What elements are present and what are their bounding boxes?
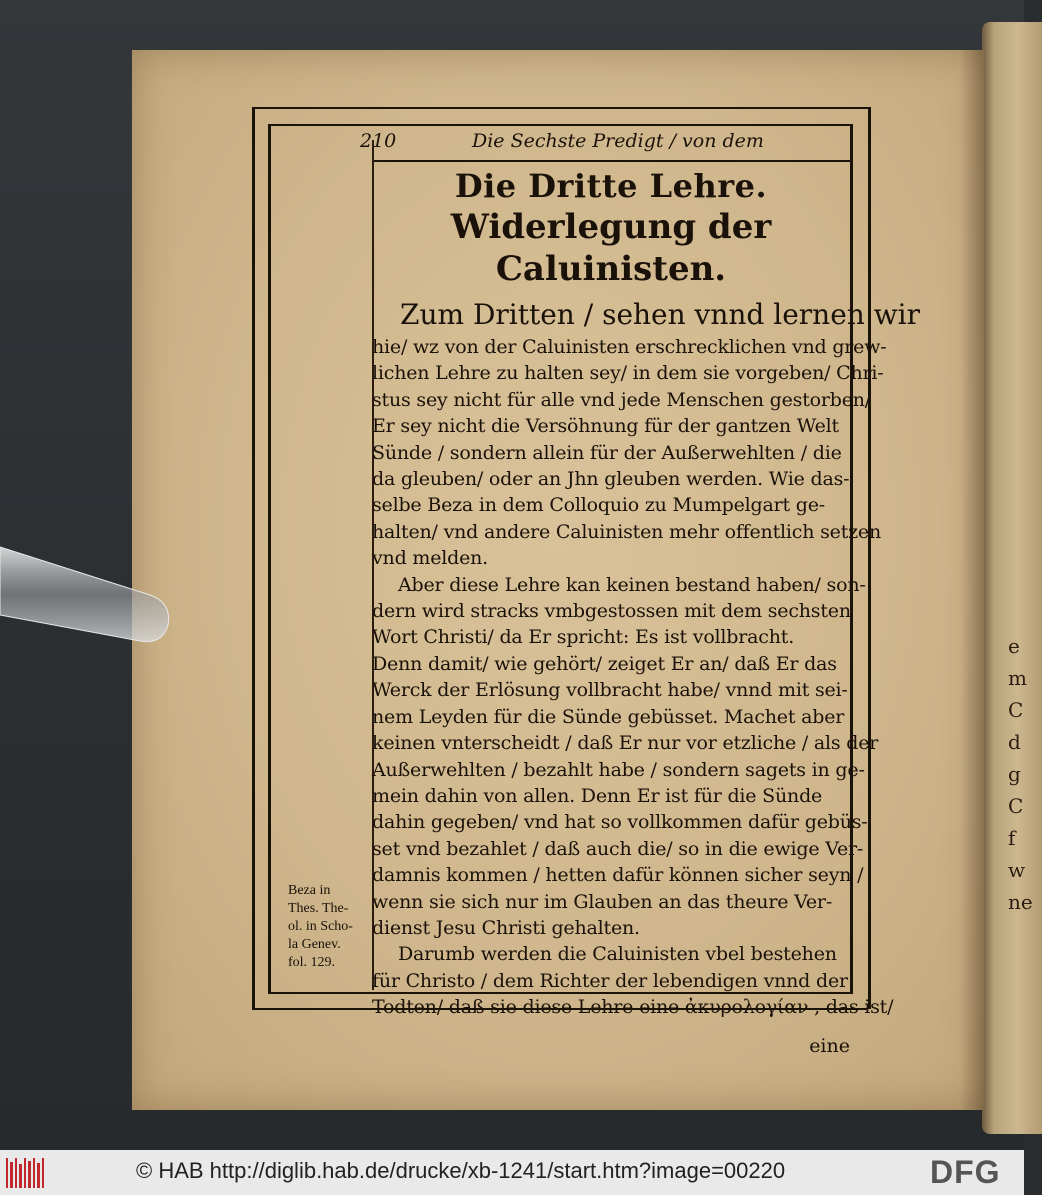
text-line: selbe Beza in dem Colloquio zu Mumpelgart ge- — [372, 494, 825, 517]
text-line: dienst Jesu Christi gehalten. — [372, 916, 640, 939]
facing-letter: m — [1008, 666, 1027, 690]
margin-note-line: ol. in Scho- — [288, 919, 353, 934]
text-line: dahin gegeben/ vnd hat so vollkommen dafür gebüs- — [372, 811, 868, 834]
section-heading: Die Dritte Lehre. — [454, 167, 768, 205]
running-header — [360, 130, 780, 158]
text-line: lichen Lehre zu halten sey/ in dem sie vorgeben/ Chri- — [372, 362, 884, 385]
facing-letter: C — [1008, 794, 1024, 818]
facing-letter: d — [1008, 730, 1021, 754]
margin-note-line: Thes. The- — [288, 901, 349, 916]
facing-letter: C — [1008, 698, 1024, 722]
header-rule — [372, 160, 850, 162]
margin-note-line: Beza in — [288, 883, 331, 898]
text-line: mein dahin von allen. Denn Er ist für die Sünde — [372, 784, 823, 807]
dfg-logo: DFG — [930, 1154, 1001, 1190]
text-line: Wort Christi/ da Er spricht: Es ist vollbracht. — [372, 626, 795, 649]
text-line: Aber diese Lehre kan keinen bestand haben/ son- — [398, 573, 866, 596]
text-line: Werck der Erlösung vollbracht habe/ vnnd mit sei- — [372, 679, 848, 702]
facing-letter: g — [1008, 762, 1021, 786]
page-number: 210 — [360, 130, 397, 152]
text-line: stus sey nicht für alle vnd jede Menschen gestorben/ — [372, 388, 872, 411]
footer-bar — [0, 1150, 1024, 1195]
margin-note — [288, 882, 372, 972]
page-frame-inner-left — [268, 124, 271, 994]
text-line: Außerwehlten / bezahlt habe / sondern sagets in ge- — [372, 758, 865, 781]
facing-letter: w — [1008, 858, 1026, 882]
section-subheading: Widerlegung der Caluinisten. — [450, 207, 772, 289]
text-line: hie/ wz von der Caluinisten erschrecklichen vnd grew- — [372, 336, 887, 358]
facing-letter: e — [1008, 634, 1020, 658]
facing-page-edge — [982, 22, 1042, 1134]
catchword: eine — [809, 1034, 850, 1057]
text-line: Sünde / sondern allein für der Außerwehlten / die — [372, 441, 842, 464]
text-line: set vnd bezahlet / daß auch die/ so in die ewige Ver- — [372, 837, 864, 860]
text-line: Denn damit/ wie gehört/ zeiget Er an/ daß Er das — [372, 652, 837, 675]
text-line: da gleuben/ oder an Jhn gleuben werden. Wie das- — [372, 468, 850, 491]
copyright-link[interactable]: © HAB http://diglib.hab.de/drucke/xb-1241/start.htm?image=00220 — [136, 1158, 786, 1183]
text-line: damnis kommen / hetten dafür können sicher seyn / — [372, 864, 864, 887]
frame-top-inner-rule — [268, 124, 852, 126]
text-line: halten/ vnd andere Caluinisten mehr offentlich setzen — [372, 520, 882, 543]
text-line: Todten/ daß sie diese Lehre eine ἀκυρολογίαν , das ist/ — [372, 996, 894, 1019]
text-line: wenn sie sich nur im Glauben an das theure Ver- — [372, 890, 833, 913]
text-line: keinen vnterscheidt / daß Er nur vor etzliche / als der — [372, 732, 879, 755]
page-body — [372, 167, 921, 1057]
text-line: für Christo / dem Richter der lebendigen vnnd der — [372, 969, 848, 992]
text-line: vnd melden. — [372, 547, 488, 570]
text-line-first: Zum Dritten / sehen vnnd lernen wir — [400, 298, 921, 331]
text-line: dern wird stracks vmbgestossen mit dem sechsten — [372, 600, 851, 623]
text-line: Er sey nicht die Versöhnung für der gantzen Welt — [372, 415, 839, 438]
margin-note-line: la Genev. — [288, 937, 341, 952]
running-title: Die Sechste Predigt / von dem — [472, 130, 764, 152]
facing-page-letters — [1008, 630, 1033, 918]
glass-page-weight — [0, 545, 170, 645]
facing-letter: f — [1008, 826, 1016, 850]
library-barcode-icon — [6, 1158, 46, 1188]
facing-letter: ne — [1008, 890, 1033, 914]
text-line: Darumb werden die Caluinisten vbel bestehen — [398, 943, 837, 966]
text-line: nem Leyden für die Sünde gebüsset. Machet aber — [372, 705, 845, 728]
frame-top-rule — [252, 107, 868, 109]
margin-note-line: fol. 129. — [288, 955, 336, 970]
